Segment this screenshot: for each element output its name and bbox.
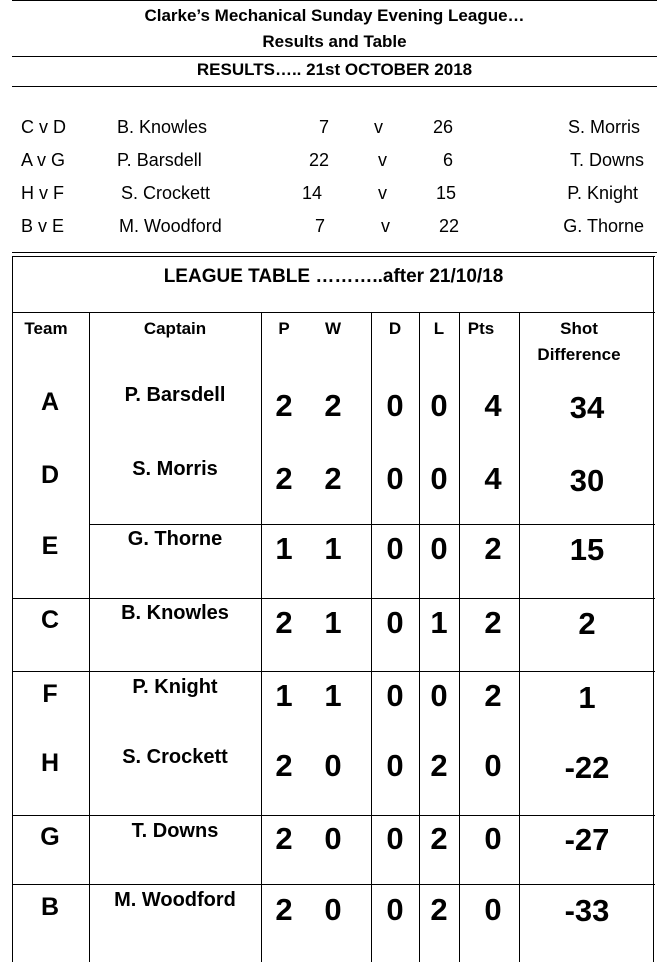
row-played: 2: [275, 821, 293, 856]
row-points: 4: [484, 388, 502, 423]
row-played: 2: [275, 748, 293, 783]
row-played: 2: [275, 892, 293, 927]
row-captain: P. Barsdell: [124, 384, 226, 406]
result-versus: v: [378, 183, 387, 203]
header-drawn: D: [388, 319, 402, 338]
row-team: H: [40, 749, 60, 777]
result-row: [0, 111, 670, 144]
row-points: 4: [484, 461, 502, 496]
result-home-captain: M. Woodford: [119, 216, 222, 236]
col-rule: [261, 312, 262, 962]
row-won: 0: [324, 821, 342, 856]
row-won: 2: [324, 461, 342, 496]
row-team: C: [40, 606, 60, 634]
row-played: 1: [275, 678, 293, 713]
header-lost: L: [433, 319, 445, 338]
header-played: P: [278, 319, 290, 338]
result-home-score: 7: [314, 216, 325, 236]
page-subtitle: Results and Table: [262, 32, 407, 51]
result-versus: v: [374, 117, 383, 137]
row-drawn: 0: [386, 678, 404, 713]
result-away-score: 22: [438, 216, 459, 236]
row-lost: 0: [430, 461, 448, 496]
row-points: 0: [484, 748, 502, 783]
league-table: [12, 256, 656, 962]
header-team: Team: [24, 319, 68, 338]
header-shot-diff-line1: Shot: [560, 319, 598, 338]
row-points: 2: [484, 678, 502, 713]
result-away-captain: S. Morris: [568, 117, 640, 137]
row-shot-difference: -33: [564, 893, 610, 928]
result-home-captain: S. Crockett: [121, 183, 211, 203]
row-played: 2: [275, 461, 293, 496]
title-rule: [12, 56, 657, 57]
row-captain: G. Thorne: [127, 528, 223, 550]
result-row: [0, 210, 670, 243]
row-team: A: [40, 388, 60, 416]
row-team: D: [40, 461, 60, 489]
result-fixture: C v D: [21, 117, 66, 137]
result-away-score: 15: [435, 183, 456, 203]
row-shot-difference: 15: [569, 532, 605, 567]
row-drawn: 0: [386, 531, 404, 566]
row-shot-difference: 34: [569, 390, 605, 425]
row-won: 0: [324, 748, 342, 783]
row-captain: S. Morris: [132, 458, 218, 480]
result-row: [0, 177, 670, 210]
row-played: 1: [275, 531, 293, 566]
result-home-score: 7: [318, 117, 329, 137]
result-row: [0, 144, 670, 177]
heading-rule: [12, 312, 655, 313]
row-drawn: 0: [386, 892, 404, 927]
results-heading-rule: [12, 86, 657, 87]
row-won: 2: [324, 388, 342, 423]
row-lost: 2: [430, 821, 448, 856]
row-won: 1: [324, 531, 342, 566]
row-captain: B. Knowles: [121, 602, 229, 624]
header-won: W: [324, 319, 342, 338]
row-points: 2: [484, 531, 502, 566]
result-home-score: 14: [301, 183, 322, 203]
result-away-score: 6: [442, 150, 453, 170]
result-away-score: 26: [432, 117, 453, 137]
result-fixture: B v E: [21, 216, 65, 236]
results-heading: RESULTS….. 21st OCTOBER 2018: [196, 60, 473, 79]
result-away-captain: P. Knight: [567, 183, 638, 203]
row-drawn: 0: [386, 748, 404, 783]
row-played: 2: [275, 388, 293, 423]
row-rule: [89, 524, 655, 525]
row-shot-difference: 2: [578, 606, 596, 641]
row-points: 2: [484, 605, 502, 640]
row-won: 0: [324, 892, 342, 927]
row-drawn: 0: [386, 461, 404, 496]
row-team: B: [40, 893, 60, 921]
results-bottom-rule: [12, 252, 657, 253]
row-lost: 1: [430, 605, 448, 640]
table-top-border: [12, 256, 655, 257]
row-lost: 0: [430, 388, 448, 423]
row-team: G: [40, 823, 60, 851]
top-rule: [12, 0, 657, 1]
row-team: E: [41, 532, 59, 560]
row-drawn: 0: [386, 605, 404, 640]
row-captain: T. Downs: [131, 820, 219, 842]
row-played: 2: [275, 605, 293, 640]
result-home-score: 22: [308, 150, 329, 170]
row-lost: 0: [430, 531, 448, 566]
row-won: 1: [324, 605, 342, 640]
result-fixture: A v G: [21, 150, 66, 170]
col-rule: [89, 312, 90, 962]
result-fixture: H v F: [21, 183, 64, 203]
row-shot-difference: -27: [564, 822, 610, 857]
row-captain: P. Knight: [132, 676, 218, 698]
row-drawn: 0: [386, 821, 404, 856]
result-away-captain: G. Thorne: [563, 216, 644, 236]
row-captain: S. Crockett: [122, 746, 228, 768]
result-away-captain: T. Downs: [569, 150, 644, 170]
league-table-heading: LEAGUE TABLE ………..after 21/10/18: [163, 266, 504, 287]
row-captain: M. Woodford: [114, 889, 236, 911]
row-rule: [12, 671, 655, 672]
row-drawn: 0: [386, 388, 404, 423]
league-title: Clarke’s Mechanical Sunday Evening League…: [144, 6, 525, 25]
result-home-captain: P. Barsdell: [117, 150, 202, 170]
row-shot-difference: 30: [569, 463, 605, 498]
result-versus: v: [381, 216, 390, 236]
row-lost: 2: [430, 748, 448, 783]
result-versus: v: [378, 150, 387, 170]
row-rule: [12, 815, 655, 816]
row-lost: 0: [430, 678, 448, 713]
header-points: Pts: [467, 319, 495, 338]
row-points: 0: [484, 821, 502, 856]
row-rule: [12, 598, 655, 599]
row-shot-difference: 1: [578, 680, 596, 715]
result-home-captain: B. Knowles: [117, 117, 208, 137]
header-shot-diff-line2: Difference: [537, 345, 621, 364]
header-captain: Captain: [143, 319, 207, 338]
row-won: 1: [324, 678, 342, 713]
row-lost: 2: [430, 892, 448, 927]
row-shot-difference: -22: [564, 750, 610, 785]
row-points: 0: [484, 892, 502, 927]
row-rule: [12, 884, 655, 885]
row-team: F: [42, 680, 58, 708]
